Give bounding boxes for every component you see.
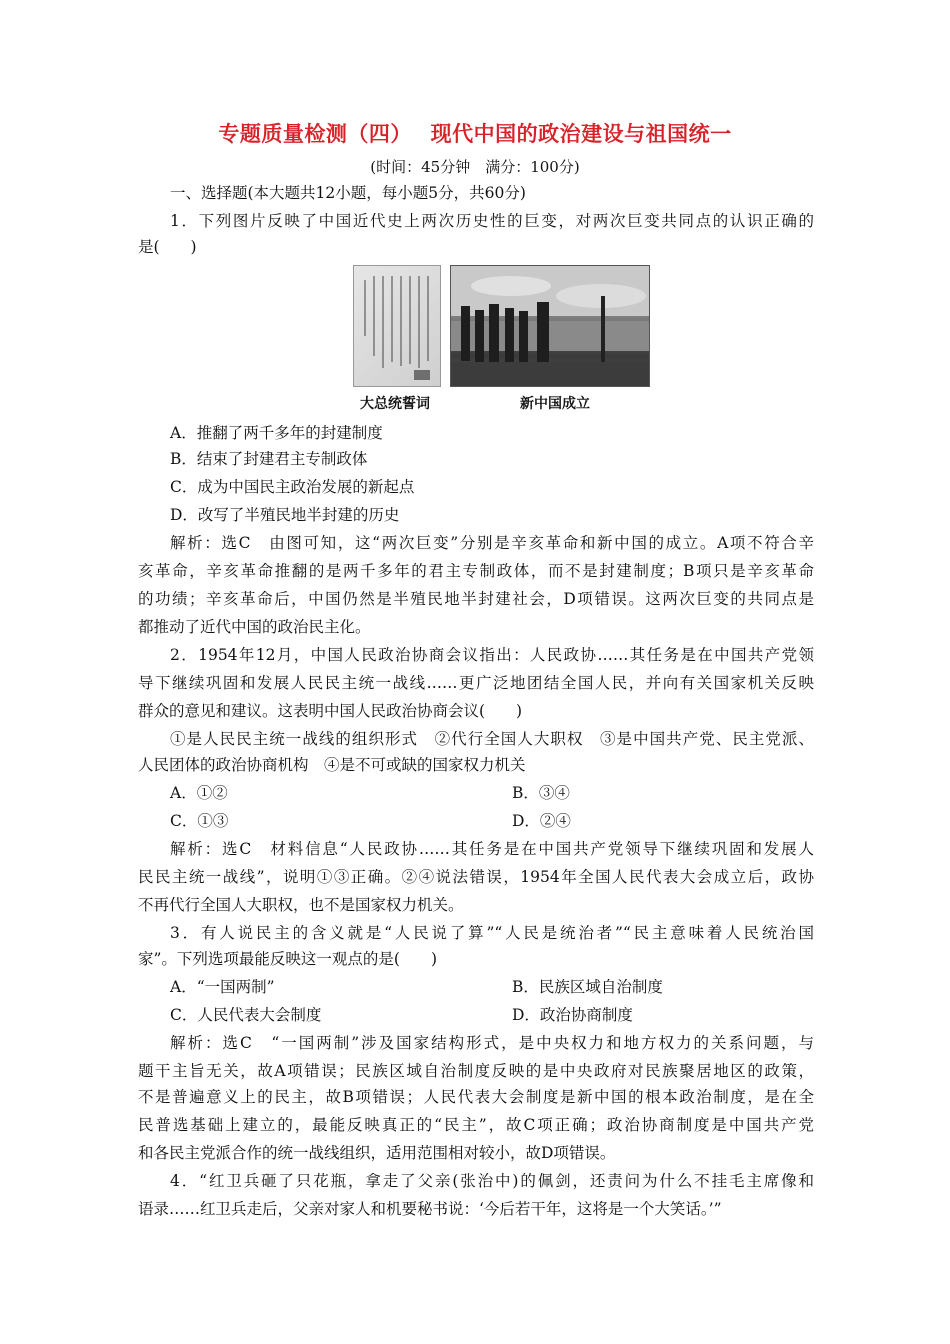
q2-item-line: ①是人民民主统一战线的组织形式 ②代行全国人大职权 ③是中国共产党、民主党派、 xyxy=(170,730,814,748)
founding-ceremony-image xyxy=(450,265,650,387)
q1-option: D．改写了半殖民地半封建的历史 xyxy=(170,506,400,524)
q1-option: C．成为中国民主政治发展的新起点 xyxy=(170,478,415,496)
q2-analysis-line: 民民主统一战线”，说明①③正确。②④说法错误，1954年全国人民代表大会成立后，政协 xyxy=(138,868,814,886)
q1-analysis-line: 解析：选C 由图可知，这“两次巨变”分别是辛亥革命和新中国的成立。A项不符合辛 xyxy=(170,534,814,552)
q2-analysis-line: 不再代行全国人大职权，也不是国家权力机关。 xyxy=(138,896,464,914)
q1-analysis-line: 都推动了近代中国的政治民主化。 xyxy=(138,618,371,636)
q1-stem-line: 1．下列图片反映了中国近代史上两次历史性的巨变，对两次巨变共同点的认识正确的 xyxy=(170,212,814,230)
q1-option: B．结束了封建君主专制政体 xyxy=(170,450,368,468)
q3-analysis-line: 和各民主党派合作的统一战线组织，适用范围相对较小，故D项错误。 xyxy=(138,1144,616,1162)
q2-stem-line: 2．1954年12月，中国人民政治协商会议指出：人民政协……其任务是在中国共产党领 xyxy=(170,646,814,664)
q1-analysis-line: 亥革命，辛亥革命推翻的是两千多年的君主专制政体，而不是封建制度；B项只是辛亥革命 xyxy=(138,562,814,580)
q3-analysis-line: 民普选基础上建立的，最能反映真正的“民主”，故C项正确；政治协商制度是中国共产党 xyxy=(138,1116,814,1134)
q2-option: C．①③ xyxy=(170,812,229,830)
q3-stem-line: 家”。下列选项最能反映这一观点的是( ) xyxy=(138,950,438,968)
q3-analysis-line: 解析：选C “一国两制”涉及国家结构形式，是中央权力和地方权力的关系问题，与 xyxy=(170,1034,814,1052)
q2-option: A．①② xyxy=(170,784,228,802)
q3-analysis-line: 题干主旨无关，故A项错误；民族区域自治制度反映的是中央政府对民族聚居地区的政策， xyxy=(138,1062,814,1080)
q2-option: B．③④ xyxy=(512,784,570,802)
section-heading: 一、选择题(本大题共12小题，每小题5分，共60分) xyxy=(170,184,526,202)
q4-stem-line: 语录……红卫兵走后，父亲对家人和机要秘书说：‘今后若干年，这将是一个大笑话。’” xyxy=(138,1200,722,1218)
q3-stem-line: 3．有人说民主的含义就是“人民说了算”“人民是统治者”“民主意味着人民统治国 xyxy=(170,924,814,942)
q2-stem-line: 群众的意见和建议。这表明中国人民政治协商会议( ) xyxy=(138,702,523,720)
q3-analysis-line: 不是普遍意义上的民主，故B项错误；人民代表大会制度是新中国的根本政治制度，是在全 xyxy=(138,1088,814,1106)
q3-option: A．“一国两制” xyxy=(170,978,275,996)
figure-caption-left: 大总统誓词 xyxy=(360,396,430,412)
exam-info: (时间：45分钟 满分：100分) xyxy=(370,158,580,176)
q1-figure xyxy=(353,265,648,387)
q3-option: C．人民代表大会制度 xyxy=(170,1006,322,1024)
q1-stem-line: 是( ) xyxy=(138,238,197,256)
q2-item-line: 人民团体的政治协商机构 ④是不可或缺的国家权力机关 xyxy=(138,756,526,774)
q3-option: D．政治协商制度 xyxy=(512,1006,633,1024)
q2-stem-line: 导下继续巩固和发展人民民主统一战线……更广泛地团结全国人民，并向有关国家机关反映 xyxy=(138,674,814,692)
oath-document-image xyxy=(353,265,441,387)
q2-option: D．②④ xyxy=(512,812,571,830)
q2-analysis-line: 解析：选C 材料信息“人民政协……其任务是在中国共产党领导下继续巩固和发展人 xyxy=(170,840,814,858)
q3-option: B．民族区域自治制度 xyxy=(512,978,663,996)
page-title: 专题质量检测（四） 现代中国的政治建设与祖国统一 xyxy=(218,121,732,146)
figure-caption-right: 新中国成立 xyxy=(520,396,590,412)
q1-analysis-line: 的功绩；辛亥革命后，中国仍然是半殖民地半封建社会，D项错误。这两次巨变的共同点是 xyxy=(138,590,814,608)
q1-option: A．推翻了两千多年的封建制度 xyxy=(170,424,383,442)
q4-stem-line: 4．“红卫兵砸了只花瓶，拿走了父亲(张治中)的佩剑，还责问为什么不挂毛主席像和 xyxy=(170,1172,814,1190)
